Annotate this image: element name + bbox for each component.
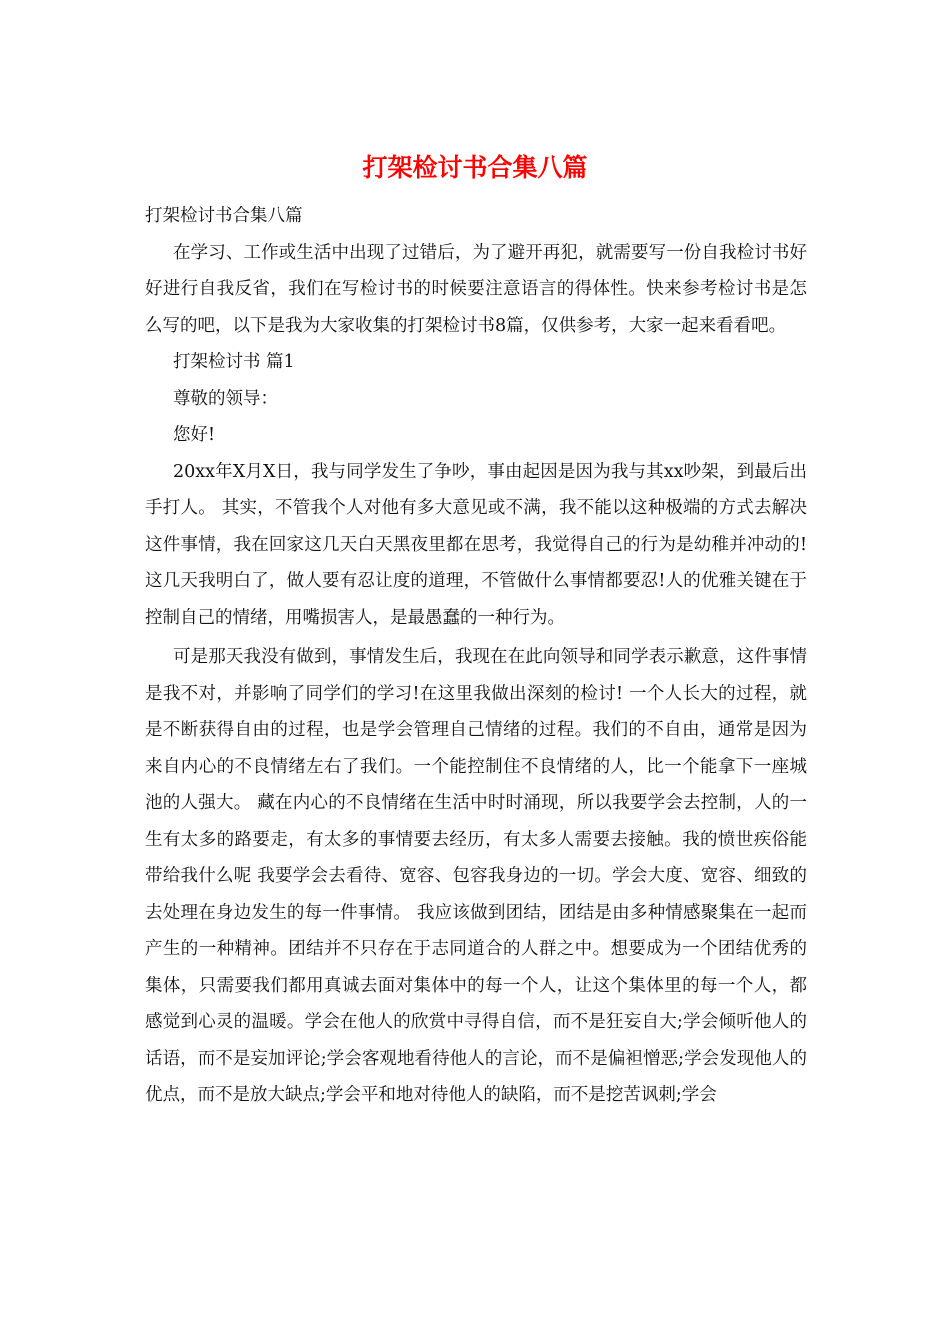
section-heading: 打架检讨书 篇1 xyxy=(173,352,295,372)
body-paragraph-2: 可是那天我没有做到，事情发生后，我现在在此向领导和同学表示歉意，这件事情是我不对，并影响了同学们的学习!在这里我做出深刻的检讨! 一个人长大的过程，就是不断获得自由的过程，也是学会管理自己情绪的过程。我们的不自由，通常是因为来自内心的不良情绪左右了我们。一个能控制住不良情绪的人，比一个能拿下一座城池的人强大。 藏在内心的不良情绪在生活中时时涌现，所以我要学会去控制，人的一生有太多的路要走，有太多的事情要去经历，有太多人需要去接触。我的愤世疾俗能带给我什么呢 我要学会去看待、宽容、包容我身边的一切。学会大度、宽容、细致的去处理在身边发生的每一件事情。 我应该做到团结，团结是由多种情感聚集在一起而产生的一种精神。团结并不只存在于志同道合的人群之中。想要成为一个团结优秀的集体，只需要我们都用真诚去面对集体中的每一个人，让这个集体里的每一个人，都感觉到心灵的温暖。学会在他人的欣赏中寻得自信，而不是狂妄自大;学会倾听他人的话语，而不是妄加评论;学会客观地看待他人的言论，而不是偏袒憎恶;学会发现他人的优点，而不是放大缺点;学会平和地对待他人的缺陷，而不是挖苦讽刺;学会 xyxy=(145,647,807,1105)
body-paragraph-1: 20xx年X月X日，我与同学发生了争吵，事由起因是因为我与其xx吵架，到最后出手打人。 其实，不管我个人对他有多大意见或不满，我不能以这种极端的方式去解决这件事情，我在回家这几天白天黑夜里都在思考，我觉得自己的行为是幼稚并冲动的! 这几天我明白了，做人要有忍让度的道理，不管做什么事情都要忍!人的优雅关键在于控制自己的情绪，用嘴损害人，是最愚蠢的一种行为。 xyxy=(145,461,807,628)
document-title: 打架检讨书合集八篇 xyxy=(362,153,588,182)
intro-paragraph: 在学习、工作或生活中出现了过错后，为了避开再犯，就需要写一份自我检讨书好好进行自我反省，我们在写检讨书的时候要注意语言的得体性。快来参考检讨书是怎么写的吧，以下是我为大家收集的打架检讨书8篇，仅供参考，大家一起来看看吧。 xyxy=(145,242,807,336)
greeting: 您好! xyxy=(173,425,216,445)
salutation: 尊敬的领导： xyxy=(173,388,278,409)
document-subtitle: 打架检讨书合集八篇 xyxy=(145,206,303,226)
document-body xyxy=(145,198,807,1114)
